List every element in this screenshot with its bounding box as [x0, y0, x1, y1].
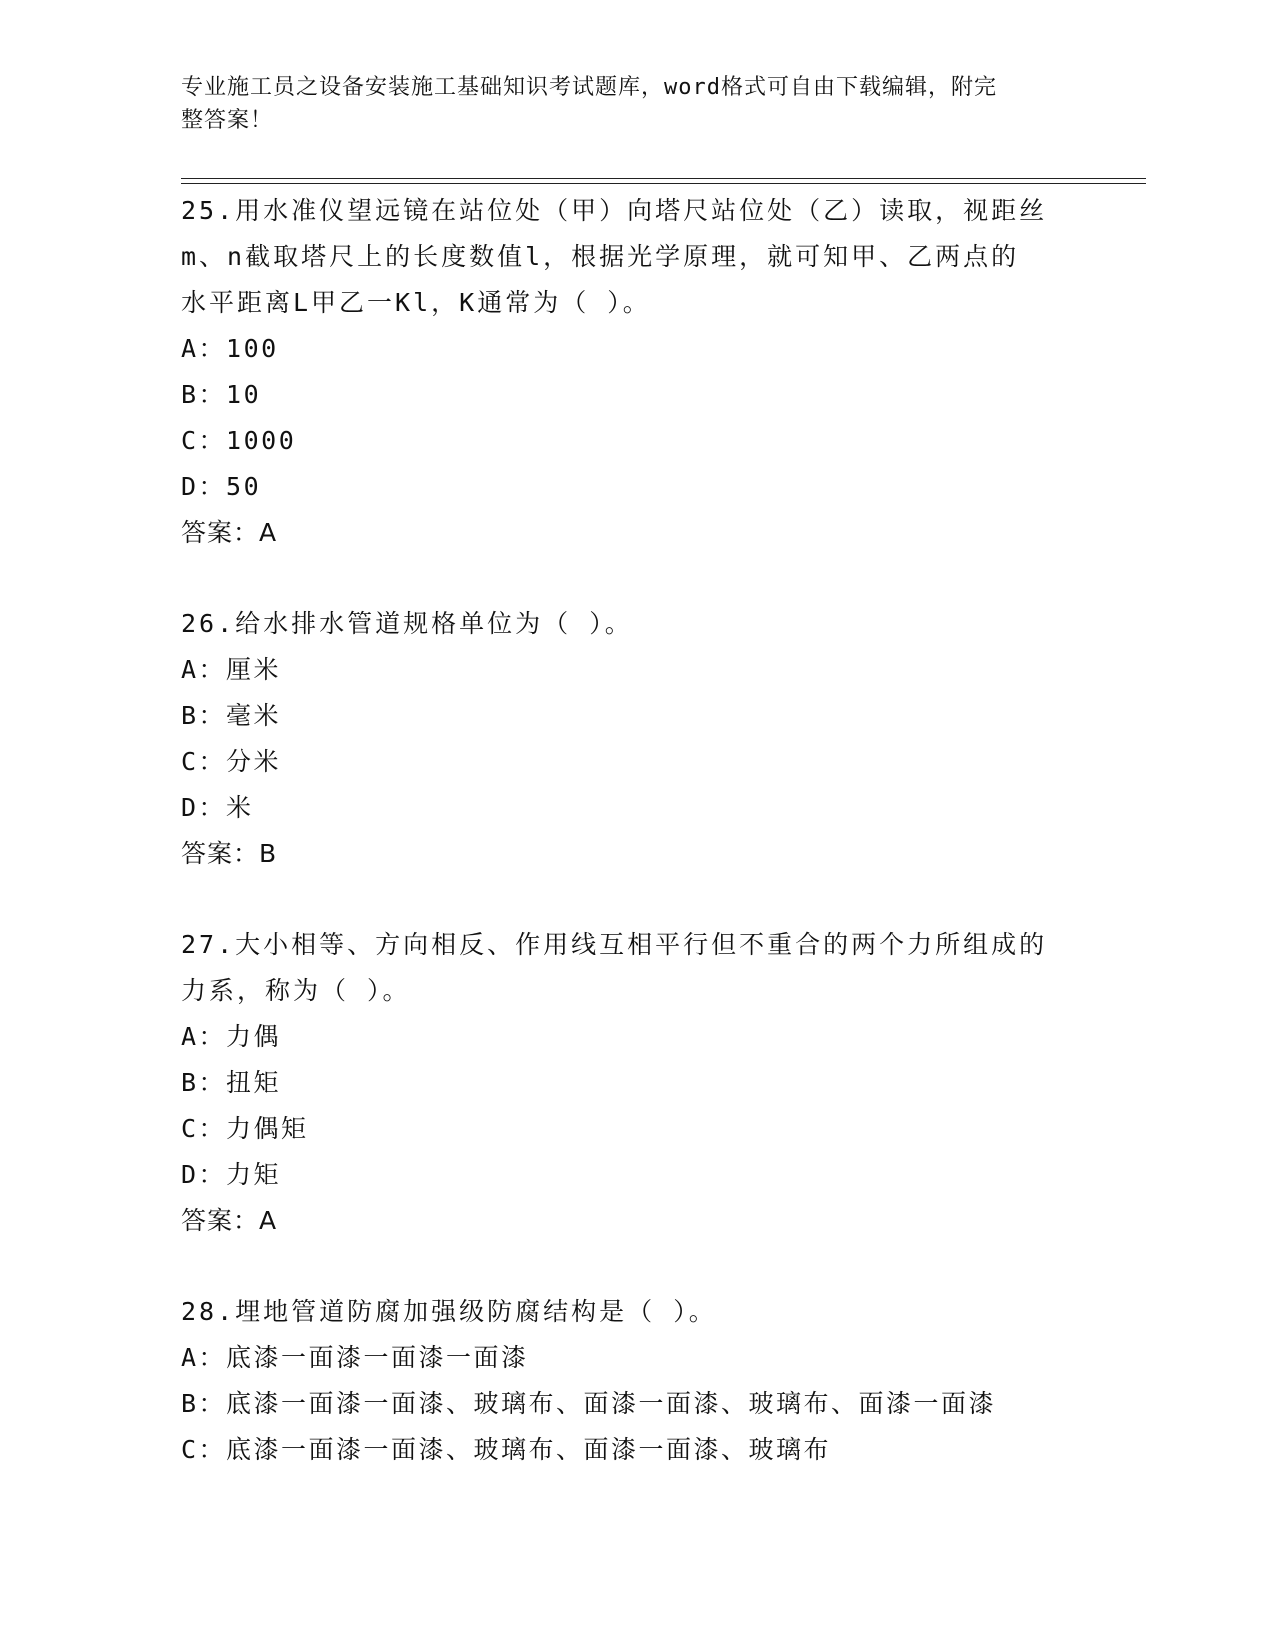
question-27	[181, 922, 1081, 1244]
option-c: C：1000	[181, 426, 297, 455]
option-d: D：米	[181, 793, 254, 822]
question-25	[181, 188, 1081, 556]
header-line-1: 专业施工员之设备安装施工基础知识考试题库，word格式可自由下载编辑，附完	[181, 75, 997, 100]
option-b: B：10	[181, 380, 262, 409]
document-header	[181, 71, 1061, 137]
question-stem	[181, 1289, 1081, 1335]
stem-line: 水平距离L甲乙一Kl，K通常为（ ）。	[181, 288, 651, 317]
header-divider-bottom	[181, 183, 1146, 184]
option-a: A：力偶	[181, 1022, 282, 1051]
option-c: C：底漆一面漆一面漆、玻璃布、面漆一面漆、玻璃布	[181, 1435, 832, 1464]
option-b: B：扭矩	[181, 1068, 282, 1097]
option-d: D：50	[181, 472, 262, 501]
option-c: C：分米	[181, 747, 282, 776]
stem-line: 27.大小相等、方向相反、作用线互相平行但不重合的两个力所组成的	[181, 930, 1048, 959]
stem-line: 28.埋地管道防腐加强级防腐结构是（ ）。	[181, 1297, 717, 1326]
header-divider-top	[181, 178, 1146, 179]
stem-line: 力系，称为（ ）。	[181, 976, 411, 1005]
option-a: A：厘米	[181, 655, 282, 684]
option-b: B：毫米	[181, 701, 282, 730]
question-28	[181, 1289, 1081, 1473]
question-stem	[181, 188, 1081, 326]
option-c: C：力偶矩	[181, 1114, 309, 1143]
answer-label: 答案：A	[181, 518, 278, 547]
stem-line: 25.用水准仪望远镜在站位处（甲）向塔尺站位处（乙）读取，视距丝	[181, 196, 1048, 225]
header-line-2: 整答案！	[181, 108, 274, 133]
question-26	[181, 601, 1081, 877]
stem-line: 26.给水排水管道规格单位为（ ）。	[181, 609, 633, 638]
option-a: A：100	[181, 334, 279, 363]
question-list	[181, 188, 1081, 1518]
option-a: A：底漆一面漆一面漆一面漆	[181, 1343, 529, 1372]
answer-label: 答案：B	[181, 839, 278, 868]
question-stem	[181, 601, 1081, 647]
answer-label: 答案：A	[181, 1206, 278, 1235]
option-b: B：底漆一面漆一面漆、玻璃布、面漆一面漆、玻璃布、面漆一面漆	[181, 1389, 997, 1418]
stem-line: m、n截取塔尺上的长度数值l，根据光学原理，就可知甲、乙两点的	[181, 242, 1020, 271]
question-stem	[181, 922, 1081, 1014]
option-d: D：力矩	[181, 1160, 282, 1189]
